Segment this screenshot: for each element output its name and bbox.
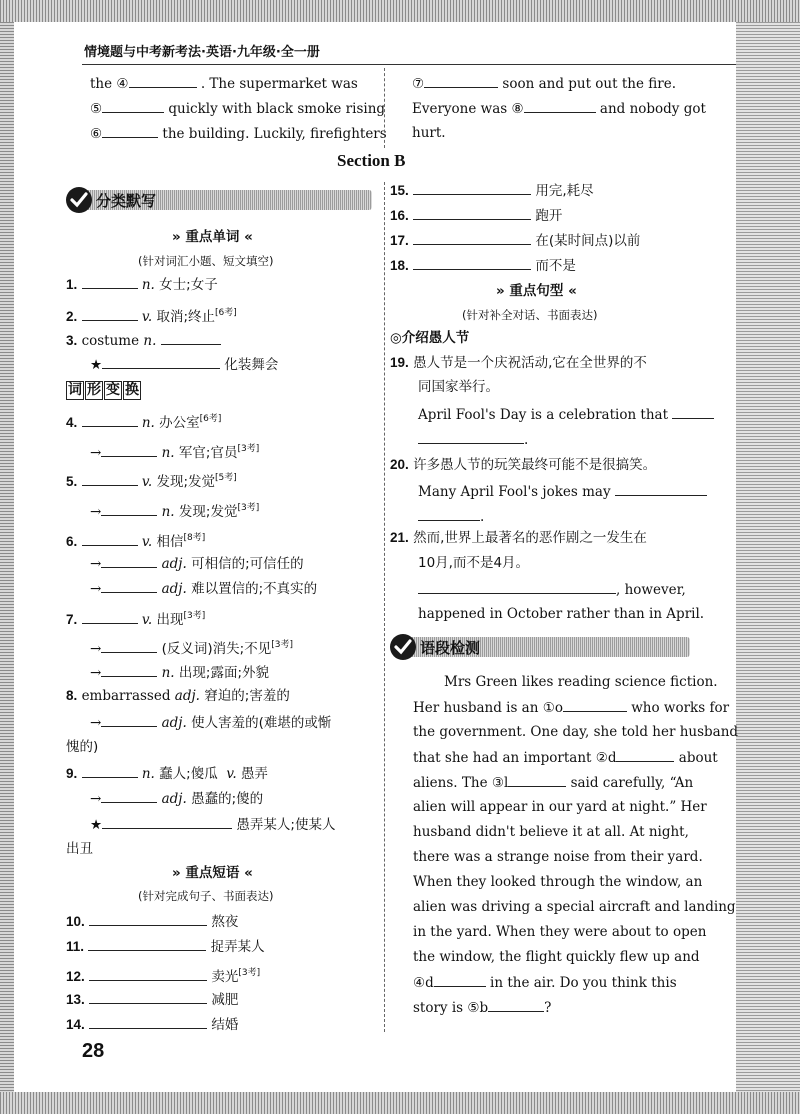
book-title: 情境题与中考新考法·英语·九年级·全一册 bbox=[84, 45, 320, 60]
passage-line: the ④ . The supermarket was bbox=[90, 76, 358, 92]
word-item-sub: → n. 出现;露面;外貌 bbox=[90, 665, 270, 681]
section-title: Section B bbox=[337, 151, 406, 170]
column-divider-main bbox=[384, 182, 385, 1032]
phrase-item: 15. 用完,耗尽 bbox=[390, 183, 594, 199]
column-divider-top bbox=[384, 68, 385, 148]
sentence-item: 20. 许多愚人节的玩笑最终可能不是很搞笑。 bbox=[390, 457, 657, 473]
passage-line: alien will appear in our yard at night.” Her bbox=[413, 799, 707, 815]
word-item: 7. v. 出现[3考] bbox=[66, 611, 206, 628]
word-item-sub: → (反义词)消失;不见[3考] bbox=[90, 640, 293, 657]
phrases-note: (针对完成句子、书面表达) bbox=[138, 889, 274, 903]
sentence-en: Many April Fool's jokes may bbox=[418, 482, 707, 501]
word-item: 4. n. 办公室[6考] bbox=[66, 414, 222, 431]
word-item-sub-cont: 出丑 bbox=[66, 841, 93, 857]
phrase-item: 10. 熬夜 bbox=[66, 914, 239, 930]
scan-edge-top bbox=[0, 0, 800, 22]
word-item-star: ★ 化装舞会 bbox=[90, 357, 279, 373]
sentence-en: happened in October rather than in April. bbox=[418, 606, 705, 622]
passage-line: ④d in the air. Do you think this bbox=[413, 975, 677, 991]
sentence-en-blank: . bbox=[418, 507, 484, 526]
passage-line: there was a strange noise from their yard. bbox=[413, 849, 703, 865]
checkmark-icon bbox=[390, 634, 416, 660]
sentences-note: (针对补全对话、书面表达) bbox=[462, 308, 598, 322]
phrase-item: 11. 捉弄某人 bbox=[66, 939, 265, 955]
phrase-item: 12. 卖光[3考] bbox=[66, 968, 261, 985]
word-item: 6. v. 相信[8考] bbox=[66, 533, 206, 550]
word-item: 8. embarrassed adj. 窘迫的;害羞的 bbox=[66, 688, 290, 704]
word-item-sub: → n. 军官;官员[3考] bbox=[90, 444, 260, 461]
word-item-star: ★ 愚弄某人;使某人 bbox=[90, 817, 336, 833]
passage-line: that she had an important ②d about bbox=[413, 750, 718, 766]
passage-line: hurt. bbox=[412, 125, 446, 141]
sentence-item: 19. 愚人节是一个庆祝活动,它在全世界的不 bbox=[390, 355, 647, 371]
phrase-item: 14. 结婚 bbox=[66, 1017, 239, 1033]
sentence-en-blank: . bbox=[418, 430, 528, 449]
passage-line: aliens. The ③l said carefully, “An bbox=[413, 775, 694, 791]
word-forms-label: 词 形 变 换 bbox=[68, 382, 139, 398]
word-item: 5. v. 发现;发觉[5考] bbox=[66, 473, 237, 490]
word-item: 9. n. 蠢人;傻瓜 v. 愚弄 bbox=[66, 766, 268, 782]
sentence-en: April Fool's Day is a celebration that bbox=[418, 405, 714, 424]
passage-line: When they looked through the window, an bbox=[413, 874, 703, 890]
sentence-cn-cont: 10月,而不是4月。 bbox=[418, 555, 530, 571]
sentence-en: , however, bbox=[418, 580, 686, 599]
word-item: 1. n. 女士;女子 bbox=[66, 277, 218, 293]
word-item: 3. costume n. bbox=[66, 331, 221, 350]
word-item: 2. v. 取消;终止[6考] bbox=[66, 308, 237, 325]
passage-line: in the yard. When they were about to open bbox=[413, 924, 707, 940]
banner-passage-check bbox=[390, 634, 690, 660]
word-item-sub: → adj. 可相信的;可信任的 bbox=[90, 556, 304, 572]
sentence-item: 21. 然而,世界上最著名的恶作剧之一发生在 bbox=[390, 530, 647, 546]
phrase-item: 13. 减肥 bbox=[66, 992, 239, 1008]
words-note: (针对词汇小题、短文填空) bbox=[138, 254, 274, 268]
sentences-topic: ◎介绍愚人节 bbox=[390, 330, 470, 346]
word-item-sub: → adj. 使人害羞的(难堪的或惭 bbox=[90, 715, 332, 731]
passage-line: alien was driving a special aircraft and landing bbox=[413, 899, 736, 915]
phrase-item: 17. 在(某时间点)以前 bbox=[390, 233, 641, 249]
words-heading: » 重点单词 « bbox=[172, 229, 253, 245]
passage-line: the window, the flight quickly flew up and bbox=[413, 949, 700, 965]
word-item-sub: → adj. 愚蠢的;傻的 bbox=[90, 791, 264, 807]
passage-line: Mrs Green likes reading science fiction. bbox=[444, 674, 718, 690]
banner-label: 分类默写 bbox=[96, 192, 157, 210]
passage-line: the government. One day, she told her husband bbox=[413, 724, 739, 740]
passage-line: Everyone was ⑧ and nobody got bbox=[412, 101, 706, 117]
scan-edge-bottom bbox=[0, 1092, 800, 1114]
passage-line: Her husband is an ①o who works for bbox=[413, 700, 730, 716]
passage-line: story is ⑤b ? bbox=[413, 1000, 552, 1016]
passage-line: ⑤ quickly with black smoke rising bbox=[90, 101, 386, 117]
phrase-item: 18. 而不是 bbox=[390, 258, 576, 274]
scan-edge-right bbox=[736, 22, 800, 1092]
passage-line: ⑥ the building. Luckily, firefighters bbox=[90, 126, 387, 142]
phrases-heading: » 重点短语 « bbox=[172, 865, 253, 881]
phrase-item: 16. 跑开 bbox=[390, 208, 563, 224]
passage-line: ⑦ soon and put out the fire. bbox=[412, 76, 676, 92]
sentences-heading: » 重点句型 « bbox=[496, 283, 577, 299]
banner-label: 语段检测 bbox=[420, 639, 481, 657]
passage-line: husband didn't believe it at all. At night, bbox=[413, 824, 689, 840]
sentence-cn-cont: 同国家举行。 bbox=[418, 379, 499, 395]
word-item-sub: → adj. 难以置信的;不真实的 bbox=[90, 581, 318, 597]
page-number: 28 bbox=[82, 1040, 105, 1062]
header-rule bbox=[82, 64, 736, 65]
word-item-sub-cont: 愧的) bbox=[66, 739, 99, 755]
checkmark-icon bbox=[66, 187, 92, 213]
scan-edge-left bbox=[0, 22, 14, 1092]
banner-categorized-dictation bbox=[66, 187, 372, 213]
word-item-sub: → n. 发现;发觉[3考] bbox=[90, 503, 260, 520]
